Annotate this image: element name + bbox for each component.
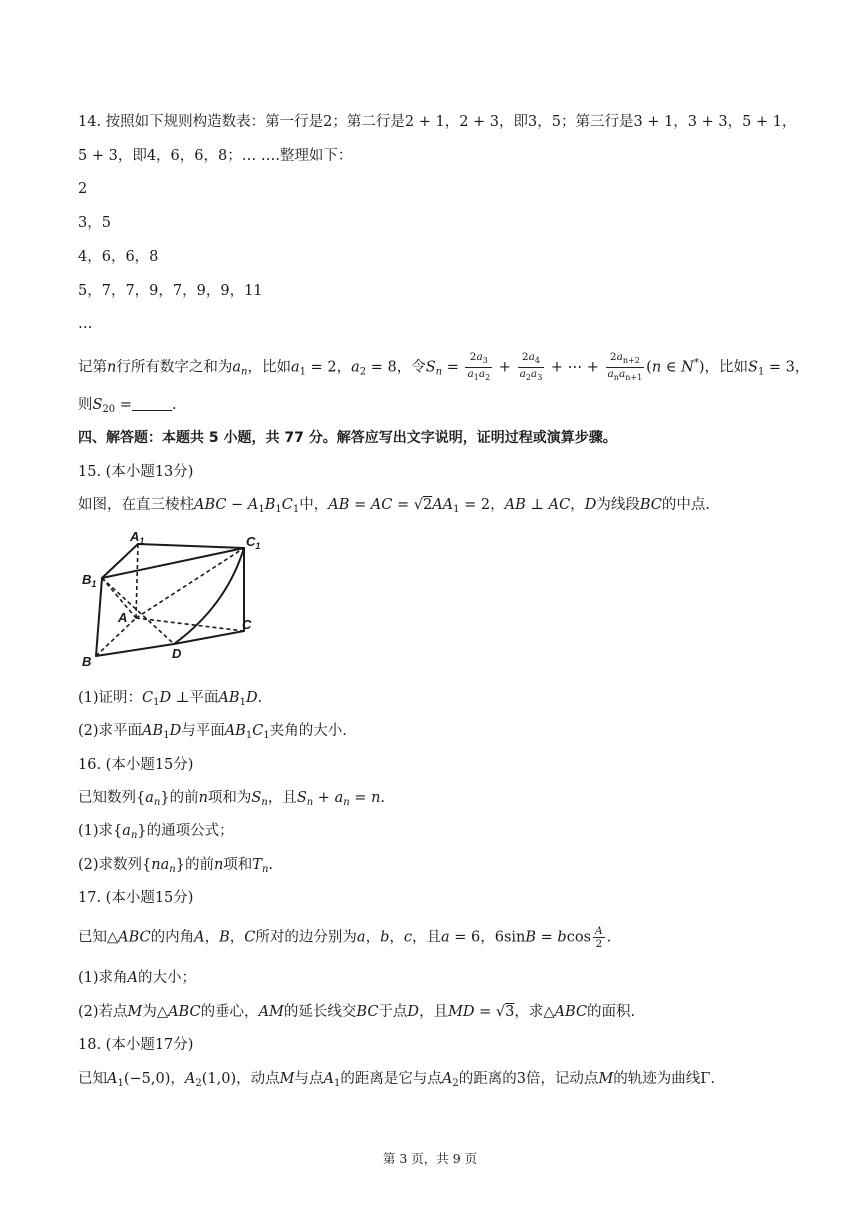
label-c1: $C_1$ xyxy=(246,534,261,551)
q15-header: 15. (本小题13分) xyxy=(78,464,194,480)
q17-stem: 已知△ABC的内角A，B，C所对的边分别为a，b，c，且a = 6，6sinB = bcos $\frac{A}{2}$ . xyxy=(78,925,612,950)
label-d: D xyxy=(172,646,182,661)
section-heading: 四、解答题：本题共 5 小题，共 77 分。解答应写出文字说明，证明过程或演算步骤。 xyxy=(78,430,617,446)
q17-header: 17. (本小题15分) xyxy=(78,890,194,906)
q16-part-1: (1)求$\{a_n\}$的通项公式； xyxy=(78,823,234,841)
label-c: C xyxy=(242,617,252,632)
q14-line-1: 14. 按照如下规则构造数表：第一行是2；第二行是2 + 1，2 + 3，即3，5；第三行是3 + 1，3 + 3，5 + 1， xyxy=(78,114,797,130)
answer-blank xyxy=(132,396,172,411)
q15-part-2: (2)求平面$AB_1D$与平面$AB_1C_1$夹角的大小. xyxy=(78,723,347,741)
q16-stem: 已知数列$\{a_n\}$的前n项和为$S_n$，且$S_n + a_n = n$. xyxy=(78,790,386,808)
q17-part-1: (1)求角A的大小； xyxy=(78,970,197,986)
q14-row-1: 2 xyxy=(78,181,88,197)
q18-stem: 已知$A_1(-5,0)$，$A_2(1,0)$，动点M与点$A_1$的距离是它与点$A_2$的距离的3倍，记动点M的轨迹为曲线Γ. xyxy=(78,1071,715,1089)
label-b1: $B_1$ xyxy=(82,572,97,589)
q14-row-4: 5，7，7，9，7，9，9，11 xyxy=(78,283,263,299)
q15-stem: 如图，在直三棱柱ABC − $A_1B_1C_1$中，AB = AC = $√2AA_1 = 2$，AB ⊥ AC，D为线段BC的中点. xyxy=(78,497,710,515)
q14-ask: 则$S_{20}$ = . xyxy=(78,397,177,415)
label-b: B xyxy=(82,654,92,669)
q14-line-2: 5 + 3，即4，6，6，8；… ….整理如下： xyxy=(78,148,353,164)
q18-header: 18. (本小题17分) xyxy=(78,1037,194,1053)
q15-part-1: (1)证明：$C_1D$ ⊥平面$AB_1D$. xyxy=(78,690,263,708)
prism-figure xyxy=(76,526,266,674)
q14-row-2: 3，5 xyxy=(78,215,111,231)
q14-definition: 记第n行所有数字之和为$a_n$，比如$a_1 = 2$，$a_2 = 8$，令$S_n$ = $\frac{2a_3}{a_1a_2}$ + $\frac{2a_4}{a_2a_3}$ + ⋯ + $\frac{2a_{n+2}}{a_na_{n+1}}$ (n ∈ N*)，比如$S_1 = 3$， xyxy=(78,351,810,383)
q16-header: 16. (本小题15分) xyxy=(78,757,194,773)
q16-part-2: (2)求数列$\{na_n\}$的前n项和$T_n$. xyxy=(78,857,274,875)
label-a: A xyxy=(118,610,128,625)
q17-part-2: (2)若点M为△ABC的垂心，AM的延长线交BC于点D，且MD = √3，求△ABC的面积. xyxy=(78,1004,636,1020)
q14-row-3: 4，6，6，8 xyxy=(78,249,159,265)
page-footer: 第 3 页，共 9 页 xyxy=(382,1151,478,1166)
q14-row-5: … xyxy=(78,316,93,332)
label-a1: $A_1$ xyxy=(130,529,145,546)
